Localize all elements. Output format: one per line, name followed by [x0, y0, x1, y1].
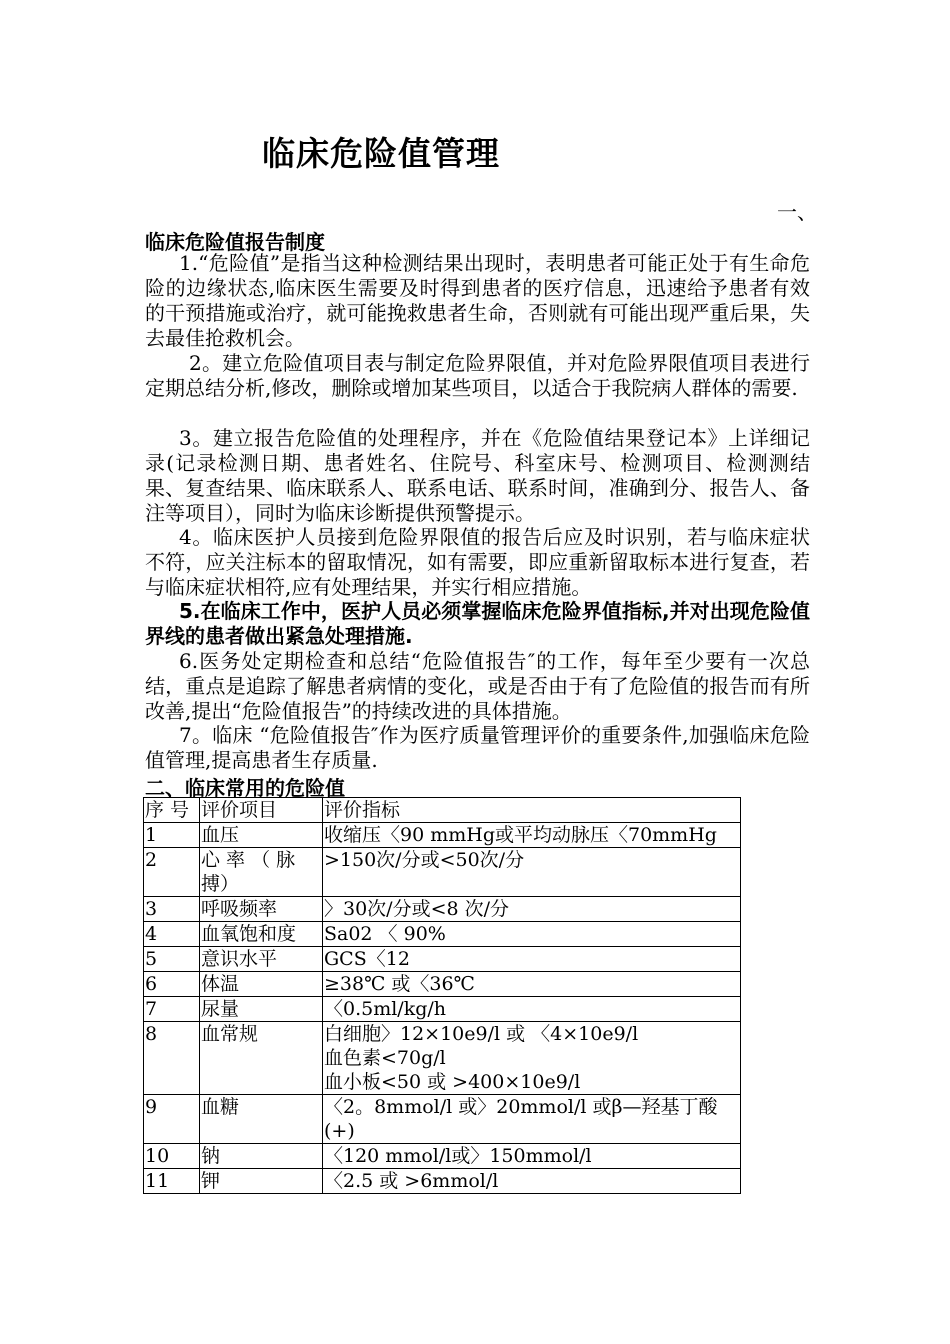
cell-item: 血压 [200, 823, 323, 848]
section-number: 一、 [777, 200, 817, 224]
header-indicator: 评价指标 [323, 798, 741, 823]
cell-seq: 6 [144, 972, 200, 997]
table-row [144, 947, 741, 972]
paragraph-1: 1.“危险值”是指当这种检测结果出现时，表明患者可能正处于有生命危险的边缘状态,临床医生需要及时得到患者的医疗信息，迅速给予患者有效的干预措施或治疗，就可能挽救患者生命，否则就有可能出现严重后果，失去最佳抢救机会。 [145, 251, 810, 350]
paragraph-5: 5.在临床工作中，医护人员必须掌握临床危险界值指标,并对出现危险值界线的患者做出紧急处理措施. [145, 599, 810, 648]
table-row [144, 1144, 741, 1169]
paragraph-4: 4。临床医护人员接到危险界限值的报告后应及时识别，若与临床症状不符，应关注标本的留取情况，如有需要，即应重新留取标本进行复查，若与临床症状相符,应有处理结果，并实行相应措施。 [145, 525, 810, 599]
cell-indicator: 〈2.5 或 >6mmol/l [323, 1169, 741, 1194]
cell-item: 血常规 [200, 1022, 323, 1095]
cell-indicator: 收缩压〈90 mmHg或平均动脉压〈70mmHg [323, 823, 741, 848]
cell-item: 体温 [200, 972, 323, 997]
cell-item: 呼吸频率 [200, 897, 323, 922]
cell-indicator: ≥38℃ 或〈36℃ [323, 972, 741, 997]
cell-indicator: >150次/分或<50次/分 [323, 848, 741, 897]
table-header-row [144, 798, 741, 823]
paragraph-3: 3。建立报告危险值的处理程序，并在《危险值结果登记本》上详细记录(记录检测日期、患者姓名、住院号、科室床号、检测项目、检测测结果、复查结果、临床联系人、联系电话、联系时间，准确到分、报告人、备注等项目），同时为临床诊断提供预警提示。 [145, 426, 810, 525]
section2-heading: 二、临床常用的危险值 [145, 776, 345, 800]
table-row [144, 1169, 741, 1194]
cell-indicator: GCS〈12 [323, 947, 741, 972]
paragraph-6: 6.医务处定期检查和总结“危险值报告″的工作，每年至少要有一次总结，重点是追踪了解患者病情的变化，或是否由于有了危险值的报告而有所改善,提出“危险值报告”的持续改进的具体措施。 [145, 649, 810, 723]
paragraph-2: 2。建立危险值项目表与制定危险界限值，并对危险界限值项目表进行定期总结分析,修改，删除或增加某些项目，以适合于我院病人群体的需要. [145, 351, 810, 400]
cell-seq: 5 [144, 947, 200, 972]
cell-indicator: Sa02 〈 90% [323, 922, 741, 947]
table-row [144, 972, 741, 997]
cell-seq: 8 [144, 1022, 200, 1095]
paragraph-7: 7。临床 “危险值报告″作为医疗质量管理评价的重要条件,加强临床危险值管理,提高患者生存质量. [145, 723, 810, 772]
cell-seq: 11 [144, 1169, 200, 1194]
table-row [144, 997, 741, 1022]
table-row [144, 1022, 741, 1095]
cell-item: 血糖 [200, 1095, 323, 1144]
cell-seq: 2 [144, 848, 200, 897]
table-row [144, 848, 741, 897]
cell-item: 钾 [200, 1169, 323, 1194]
cell-seq: 1 [144, 823, 200, 848]
document-title: 临床危险值管理 [262, 134, 500, 173]
cell-indicator: 〉30次/分或<8 次/分 [323, 897, 741, 922]
cell-seq: 7 [144, 997, 200, 1022]
cell-indicator: 〈0.5ml/kg/h [323, 997, 741, 1022]
cell-item: 心 率 （ 脉搏） [200, 848, 323, 897]
cell-seq: 3 [144, 897, 200, 922]
cell-indicator: 〈120 mmol/l或〉150mmol/l [323, 1144, 741, 1169]
cell-item: 血氧饱和度 [200, 922, 323, 947]
table-row [144, 823, 741, 848]
cell-seq: 9 [144, 1095, 200, 1144]
cell-seq: 10 [144, 1144, 200, 1169]
cell-item: 钠 [200, 1144, 323, 1169]
cell-item: 意识水平 [200, 947, 323, 972]
table-row [144, 1095, 741, 1144]
header-seq: 序 号 [144, 798, 200, 823]
cell-seq: 4 [144, 922, 200, 947]
section1-heading: 临床危险值报告制度 [145, 230, 325, 254]
cell-indicator: 〈2。8mmol/l 或〉20mmol/l 或β—羟基丁酸 (+) [323, 1095, 741, 1144]
header-item: 评价项目 [200, 798, 323, 823]
cell-item: 尿量 [200, 997, 323, 1022]
critical-values-table [143, 797, 741, 1194]
table-row [144, 922, 741, 947]
cell-indicator: 白细胞〉12×10e9/l 或 〈4×10e9/l 血色素<70g/l 血小板<50 或 >400×10e9/l [323, 1022, 741, 1095]
table-row [144, 897, 741, 922]
